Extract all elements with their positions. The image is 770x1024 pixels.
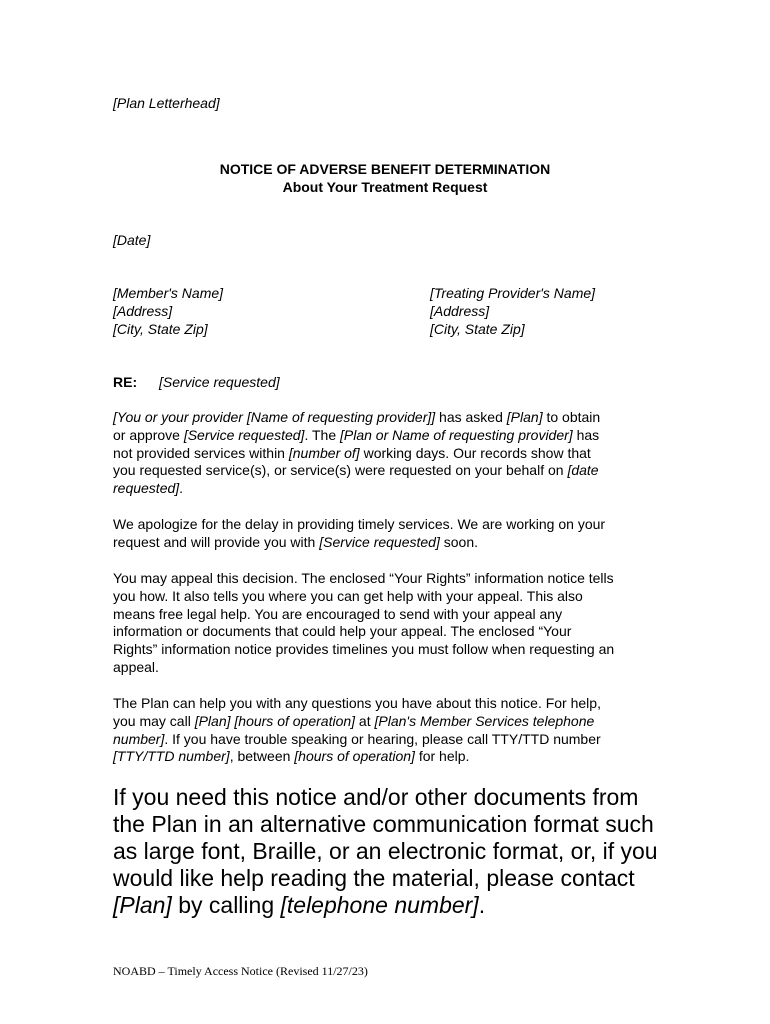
provider-address: [Address] — [430, 303, 490, 319]
date-placeholder: [date — [567, 462, 599, 479]
notice-title: NOTICE OF ADVERSE BENEFIT DETERMINATION — [219, 161, 551, 177]
member-services-phone-placeholder: [Plan's Member Services telephone — [374, 712, 595, 729]
text-run: or approve — [113, 426, 184, 443]
text-line: would like help reading the material, please contact — [113, 865, 635, 891]
text-run: not provided services within — [113, 444, 289, 461]
text-line: You may appeal this decision. The enclosed “Your Rights” information notice tells — [113, 570, 614, 586]
text-line: appeal. — [113, 658, 159, 675]
text-line: If you need this notice and/or other documents from — [113, 784, 639, 810]
provider-name: [Treating Provider's Name] — [430, 285, 596, 301]
text-run: soon. — [439, 533, 478, 550]
member-services-phone-placeholder-end: number] — [113, 730, 165, 747]
re-value: [Service requested] — [159, 374, 280, 390]
member-name: [Member's Name] — [113, 285, 224, 301]
text-run: you may call — [113, 712, 195, 729]
text-run: . The — [304, 426, 340, 443]
text-line: Rights” information notice provides timelines you must follow when requesting an — [113, 641, 615, 658]
notice-subtitle: About Your Treatment Request — [282, 179, 488, 195]
text-run: , between — [229, 748, 295, 765]
paragraph-request — [113, 409, 673, 498]
plan-or-provider-placeholder: [Plan or Name of requesting provider] — [340, 426, 573, 443]
text-line: means free legal help. You are encouraged to send with your appeal any — [113, 605, 563, 622]
member-address: [Address] — [113, 303, 173, 319]
footer-revision: NOABD – Timely Access Notice (Revised 11/27/23) — [113, 964, 368, 978]
provider-address-block — [430, 284, 595, 338]
text-line: you how. It also tells you where you can get help with your appeal. This also — [113, 587, 583, 604]
text-line: as large font, Braille, or an electronic format, or, if you — [113, 838, 658, 864]
text-run: . If you have trouble speaking or hearing, please call TTY/TTD number — [164, 730, 601, 747]
requesting-provider-placeholder: [You or your provider [Name of requesting provider]] — [113, 409, 436, 425]
tty-number-placeholder: [TTY/TTD number] — [113, 748, 230, 765]
plan-hours-placeholder: [Plan] [hours of operation] — [194, 712, 356, 729]
text-run: has — [572, 426, 600, 443]
text-run: for help. — [414, 748, 470, 765]
telephone-placeholder: [telephone number] — [280, 892, 479, 918]
text-run: at — [355, 712, 375, 729]
service-placeholder: [Service requested] — [319, 533, 440, 550]
paragraph-appeal — [113, 570, 673, 677]
date-field: [Date] — [113, 232, 151, 248]
plan-placeholder: [Plan] — [506, 409, 543, 425]
text-run: to obtain — [542, 409, 601, 425]
provider-city: [City, State Zip] — [430, 321, 525, 337]
plan-letterhead: [Plan Letterhead] — [113, 95, 220, 111]
member-address-block — [113, 284, 223, 338]
service-placeholder: [Service requested] — [183, 426, 305, 443]
text-run: working days. Our records show that — [359, 444, 591, 461]
text-run: request and will provide you with — [113, 533, 320, 550]
text-line: We apologize for the delay in providing timely services. We are working on your — [113, 516, 606, 532]
date-placeholder-end: requested] — [113, 480, 180, 497]
text-line: the Plan in an alternative communication format such — [113, 811, 654, 837]
text-line: information or documents that could help your appeal. The enclosed “Your — [113, 623, 572, 640]
large-print-notice — [113, 784, 713, 919]
text-line: The Plan can help you with any questions you have about this notice. For help, — [113, 695, 601, 711]
text-run: you requested service(s), or service(s) were requested on your behalf on — [113, 462, 568, 479]
plan-placeholder: [Plan] — [113, 892, 172, 918]
text-run: by calling — [171, 892, 281, 918]
member-city: [City, State Zip] — [113, 321, 208, 337]
text-run: . — [478, 892, 486, 918]
hours-placeholder: [hours of operation] — [294, 748, 415, 765]
number-of-placeholder: [number of] — [288, 444, 360, 461]
paragraph-apology — [113, 516, 673, 552]
re-label: RE: — [113, 374, 138, 390]
text-run: has asked — [435, 409, 507, 425]
paragraph-help — [113, 695, 673, 766]
text-run: . — [179, 480, 184, 497]
